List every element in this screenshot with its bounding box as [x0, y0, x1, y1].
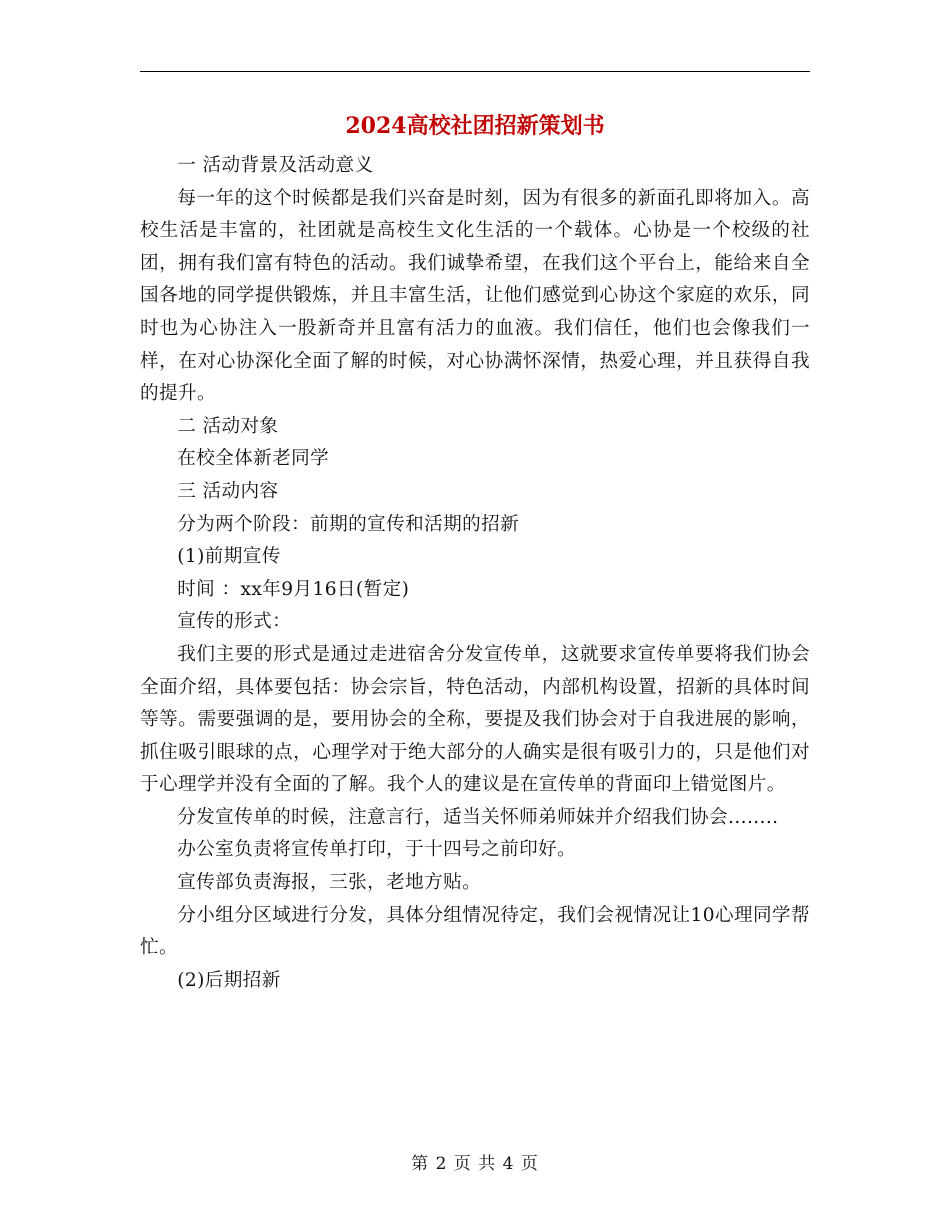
paragraph: 每一年的这个时候都是我们兴奋是时刻，因为有很多的新面孔即将加入。高校生活是丰富的，社团就是高校生文化生活的一个载体。心协是一个校级的社团，拥有我们富有特色的活动。我们诚挚希望，在我们这个平台上，能给来自全国各地的同学提供锻炼，并且丰富生活，让他们感觉到心协这个家庭的欢乐，同时也为心协注入一股新奇并且富有活力的血液。我们信任，他们也会像我们一样，在对心协深化全面了解的时候，对心协满怀深情，热爱心理，并且获得自我的提升。 [140, 187, 810, 405]
subsection-heading: (1)前期宣传 [177, 546, 281, 568]
paragraph: 办公室负责将宣传单打印，于十四号之前印好。 [177, 839, 577, 861]
paragraph: 我们主要的形式是通过走进宿舍分发宣传单，这就要求宣传单要将我们协会全面介绍，具体要包括：协会宗旨，特色活动，内部机构设置，招新的具体时间等等。需要强调的是，要用协会的全称，要提及我们协会对于自我进展的影响，抓住吸引眼球的点，心理学对于绝大部分的人确实是很有吸引力的，只是他们对于心理学并没有全面的了解。我个人的建议是在宣传单的背面印上错觉图片。 [140, 643, 810, 796]
paragraph: 时间 ：xx年9月16日(暂定) [177, 578, 410, 600]
header-rule [140, 71, 810, 72]
paragraph: 分小组分区域进行分发，具体分组情况待定，我们会视情况让10心理同学帮忙。 [140, 904, 810, 959]
subsection-heading: (2)后期招新 [177, 969, 281, 991]
section-heading: 三 活动内容 [177, 480, 279, 502]
page-footer: 第 2 页 共 4 页 [411, 1154, 539, 1174]
document-body [140, 150, 810, 997]
paragraph: 在校全体新老同学 [177, 448, 330, 470]
section-heading: 二 活动对象 [177, 415, 279, 437]
paragraph: 宣传的形式： [177, 611, 292, 633]
paragraph: 分为两个阶段：前期的宣传和活期的招新 [177, 513, 520, 535]
paragraph: 宣传部负责海报，三张，老地方贴。 [177, 872, 482, 894]
document-title: 2024高校社团招新策划书 [345, 113, 605, 139]
section-heading: 一 活动背景及活动意义 [177, 155, 374, 176]
paragraph: 分发宣传单的时候，注意言行，适当关怀师弟师妹并介绍我们协会........ [177, 806, 779, 828]
